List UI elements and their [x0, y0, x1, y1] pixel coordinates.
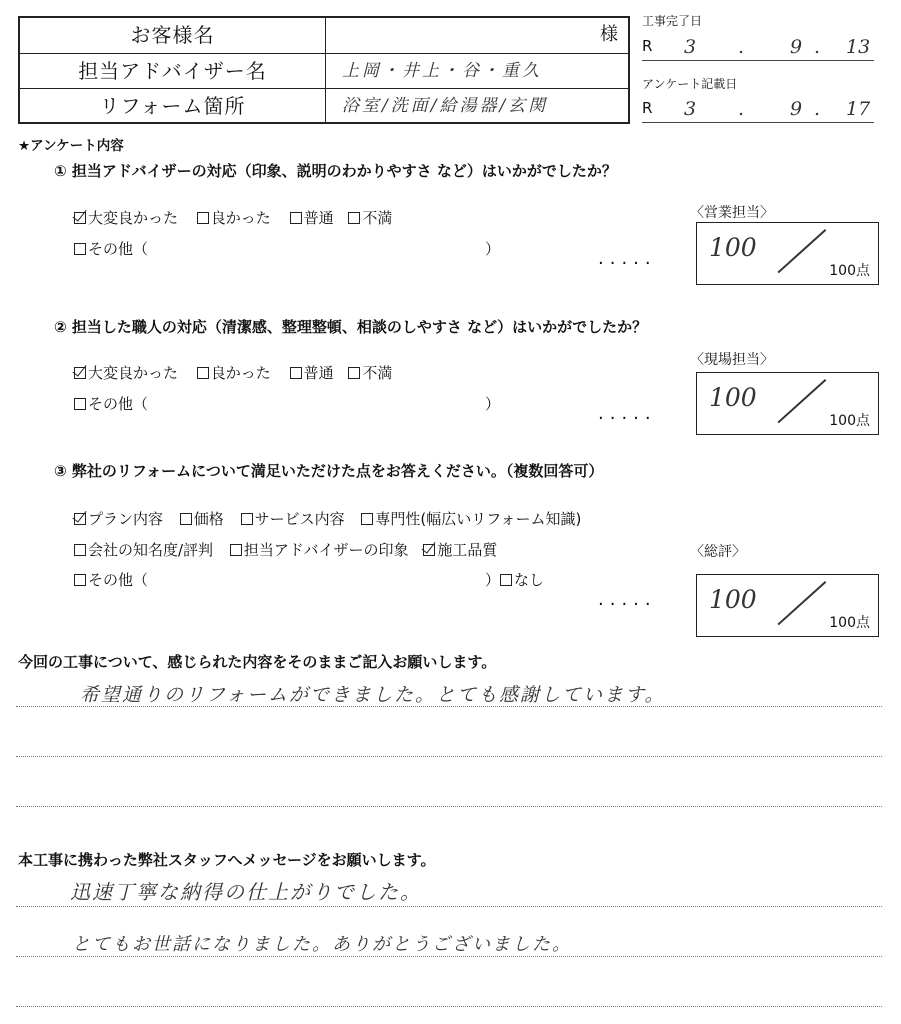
slash-mark-icon — [777, 379, 826, 423]
q2-option-normal[interactable]: 普通 — [290, 364, 334, 382]
q3-options-row2 — [74, 539, 497, 560]
completion-date-field[interactable] — [642, 36, 874, 61]
q2-other-close: ） — [485, 395, 501, 413]
q2-option-other[interactable]: その他（ — [74, 393, 148, 414]
q1-question: ① 担当アドバイザーの対応（印象、説明のわかりやすさ など）はいかがでしたか？ — [54, 162, 617, 180]
q3-options-row1 — [74, 508, 581, 529]
q3-score-max: 100点 — [829, 615, 870, 631]
message-line-2[interactable]: とてもお世話になりました。ありがとうございました。 — [72, 934, 572, 955]
survey-date-label: アンケート記載日 — [642, 77, 738, 91]
checkbox-icon[interactable] — [197, 367, 209, 379]
dotted-rule — [16, 906, 882, 907]
dotted-rule — [16, 756, 882, 757]
checkbox-icon[interactable] — [74, 544, 86, 556]
completion-dot-2: . — [814, 36, 821, 58]
checkbox-icon[interactable] — [74, 398, 86, 410]
q2-question: ② 担当した職人の対応（清潔感、整理整頓、相談のしやすさ など）はいかがでしたか？ — [54, 318, 648, 336]
advisor-name-row — [20, 53, 628, 88]
slash-mark-icon — [777, 581, 826, 625]
q1-score: 100 — [709, 233, 757, 262]
q1-options — [74, 207, 392, 228]
q2-score-max: 100点 — [829, 413, 870, 429]
q2-leader-dots: ..... — [598, 403, 657, 424]
dotted-rule — [16, 806, 882, 807]
q1-box-label: 〈営業担当〉 — [690, 205, 774, 221]
checkbox-icon[interactable] — [180, 513, 192, 525]
q3-box-label: 〈総評〉 — [690, 544, 746, 560]
q3-option-reputation[interactable]: 会社の知名度/評判 — [74, 541, 213, 559]
message-prompt: 本工事に携わった弊社スタッフへメッセージをお願いします。 — [18, 851, 436, 869]
q3-option-advisor-impression[interactable]: 担当アドバイザーの印象 — [230, 541, 409, 559]
survey-month: 9 — [790, 98, 803, 120]
checkbox-icon[interactable] — [241, 513, 253, 525]
dotted-rule — [16, 706, 882, 707]
checkbox-icon[interactable] — [197, 212, 209, 224]
q3-option-service[interactable]: サービス内容 — [241, 510, 345, 528]
checkbox-checked-icon[interactable] — [74, 513, 86, 525]
q2-option-dissatisfied[interactable]: 不満 — [348, 364, 392, 382]
checkbox-icon[interactable] — [230, 544, 242, 556]
checkbox-icon[interactable] — [500, 574, 512, 586]
checkbox-icon[interactable] — [74, 243, 86, 255]
q1-score-max: 100点 — [829, 263, 870, 279]
survey-year: 3 — [684, 98, 697, 120]
q1-option-good[interactable]: 良かった — [197, 209, 271, 227]
reform-location-row — [20, 88, 628, 123]
checkbox-checked-icon[interactable] — [74, 367, 86, 379]
slash-mark-icon — [777, 229, 826, 273]
q1-option-other[interactable]: その他（ — [74, 238, 148, 259]
advisor-name-value[interactable]: 上岡・井上・谷・重久 — [342, 61, 542, 81]
q3-option-expertise[interactable]: 専門性(幅広いリフォーム知識) — [361, 510, 581, 528]
impression-line-1[interactable]: 希望通りのリフォームができました。とても感謝しています。 — [80, 684, 666, 706]
reform-location-label: リフォーム箇所 — [20, 89, 326, 123]
q3-question: ③ 弊社のリフォームについて満足いただけた点をお答えください。（複数回答可） — [54, 462, 604, 480]
completion-day: 13 — [846, 36, 871, 58]
q1-other-close: ） — [485, 240, 501, 258]
survey-dot-1: . — [738, 98, 745, 120]
advisor-name-label: 担当アドバイザー名 — [20, 54, 326, 88]
completion-date-label: 工事完了日 — [642, 14, 703, 28]
checkbox-checked-icon[interactable] — [74, 212, 86, 224]
checkbox-icon[interactable] — [361, 513, 373, 525]
q1-option-normal[interactable]: 普通 — [290, 209, 334, 227]
reform-location-value[interactable]: 浴室/洗面/給湯器/玄関 — [342, 96, 549, 116]
customer-name-label: お客様名 — [20, 18, 326, 53]
checkbox-icon[interactable] — [348, 212, 360, 224]
customer-name-row — [20, 18, 628, 53]
q3-score-box[interactable] — [696, 574, 879, 637]
q2-score: 100 — [709, 383, 757, 412]
survey-day: 17 — [846, 98, 871, 120]
q2-score-box[interactable] — [696, 372, 879, 435]
q3-option-plan[interactable]: プラン内容 — [74, 510, 163, 528]
q2-box-label: 〈現場担当〉 — [690, 352, 774, 368]
customer-suffix: 様 — [600, 24, 618, 45]
q2-option-good[interactable]: 良かった — [197, 364, 271, 382]
checkbox-checked-icon[interactable] — [423, 544, 435, 556]
q1-leader-dots: ..... — [598, 248, 657, 269]
customer-info-table — [18, 16, 630, 124]
q3-option-other[interactable]: その他（ — [74, 569, 148, 590]
q3-option-price[interactable]: 価格 — [180, 510, 224, 528]
survey-section-title: ★アンケート内容 — [18, 138, 124, 154]
completion-month: 9 — [790, 36, 803, 58]
message-line-1[interactable]: 迅速丁寧な納得の仕上がりでした。 — [70, 880, 422, 904]
q2-option-very-good[interactable]: 大変良かった — [74, 364, 178, 382]
checkbox-icon[interactable] — [74, 574, 86, 586]
checkbox-icon[interactable] — [290, 212, 302, 224]
q3-option-quality[interactable]: 施工品質 — [423, 541, 497, 559]
checkbox-icon[interactable] — [348, 367, 360, 379]
survey-dot-2: . — [814, 98, 821, 120]
survey-era: R — [642, 99, 653, 117]
completion-era: R — [642, 37, 653, 55]
survey-date-field[interactable] — [642, 98, 874, 123]
q1-score-box[interactable] — [696, 222, 879, 285]
q1-option-dissatisfied[interactable]: 不満 — [348, 209, 392, 227]
customer-name-field[interactable] — [326, 18, 628, 53]
q3-score: 100 — [709, 585, 757, 614]
checkbox-icon[interactable] — [290, 367, 302, 379]
dotted-rule — [16, 1006, 882, 1007]
impression-prompt: 今回の工事について、感じられた内容をそのままご記入お願いします。 — [18, 653, 497, 671]
q3-option-none[interactable]: ） なし — [485, 571, 545, 589]
completion-dot-1: . — [738, 36, 745, 58]
dotted-rule — [16, 956, 882, 957]
completion-year: 3 — [684, 36, 697, 58]
q2-options — [74, 362, 392, 383]
q1-option-very-good[interactable]: 大変良かった — [74, 209, 178, 227]
q3-leader-dots: ..... — [598, 589, 657, 610]
